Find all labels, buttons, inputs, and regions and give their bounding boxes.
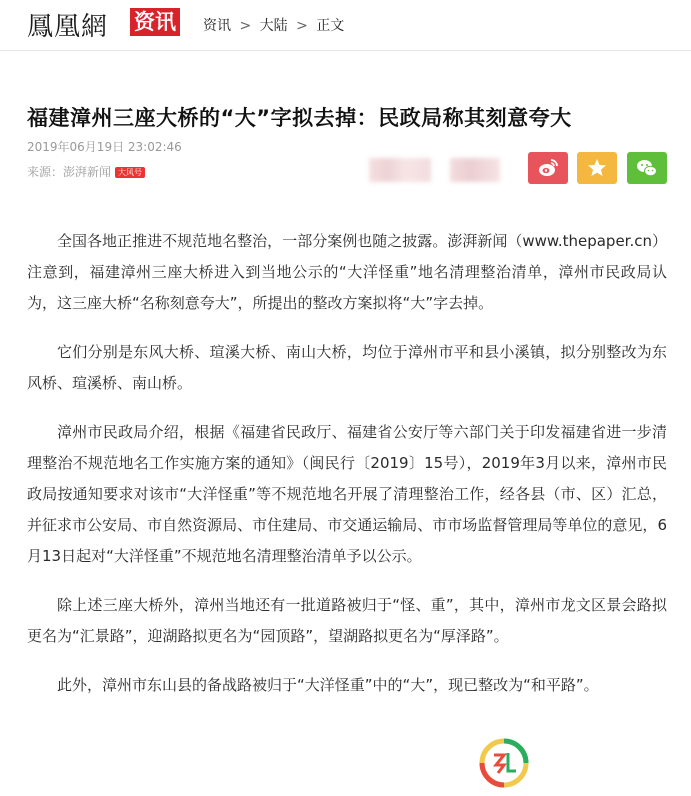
article-paragraph: 全国各地正推进不规范地名整治，一部分案例也随之披露。澎湃新闻（www.thepaper.cn）注意到，福建漳州三座大桥进入到当地公示的“大洋怪重”地名清理整治清单，漳州市民政局认为，这三座大桥“名称刻意夸大”，所提出的整改方案拟将“大”字去掉。 [27, 232, 667, 312]
breadcrumb-separator: > [296, 18, 308, 34]
article-title: 福建漳州三座大桥的“大”字拟去掉：民政局称其刻意夸大 [27, 106, 572, 131]
publish-date: 2019年06月19日 23:02:46 [27, 140, 182, 154]
article-body [27, 226, 667, 719]
breadcrumb-current: 正文 [316, 18, 345, 34]
breadcrumb [203, 15, 344, 35]
wechat-icon [635, 156, 659, 180]
breadcrumb-separator: > [239, 18, 252, 34]
site-logo[interactable]: 鳳凰網 [27, 12, 109, 42]
article-source [27, 163, 145, 180]
weibo-icon [536, 156, 560, 180]
share-wechat-button[interactable] [627, 152, 667, 184]
breadcrumb-mainland[interactable]: 大陆 [259, 18, 288, 34]
favorite-button[interactable] [577, 152, 617, 184]
article-paragraph: 此外，漳州市东山县的备战路被归于“大洋怪重”中的“大”，现已整改为“和平路”。 [57, 676, 599, 694]
article-paragraph: 漳州市民政局介绍，根据《福建省民政厅、福建省公安厅等六部门关于印发福建省进一步清理整治不规范地名工作实施方案的通知》（闽民行〔2019〕15号），2019年3月以来，漳州市民政局按通知要求对该市“大洋怪重”等不规范地名开展了清理整治工作，经各县（市、区）汇总，并征求市公安局、市自然资源局、市住建局、市交通运输局、市市场监督管理局等单位的意见，6月13日起对“大洋怪重”不规范地名清理整治清单予以公示。 [27, 423, 667, 565]
blurred-region [450, 158, 500, 182]
share-weibo-button[interactable] [528, 152, 568, 184]
blurred-region [369, 158, 431, 182]
watermark-logo [478, 737, 530, 789]
article-paragraph: 除上述三座大桥外，漳州当地还有一批道路被归于“怪、重”，其中，漳州市龙文区景会路拟更名为“汇景路”，迎湖路拟更名为“园顶路”，望湖路拟更名为“厚泽路”。 [27, 596, 667, 645]
channel-badge[interactable]: 资讯 [130, 8, 180, 36]
source-label[interactable]: 来源：澎湃新闻 [27, 165, 112, 179]
top-bar [0, 0, 691, 51]
article-paragraph: 它们分别是东风大桥、瑄溪大桥、南山大桥，均位于漳州市平和县小溪镇，拟分别整改为东风桥、瑄溪桥、南山桥。 [27, 343, 667, 392]
source-tag: 大风号 [115, 167, 145, 178]
star-icon [585, 156, 609, 180]
breadcrumb-news[interactable]: 资讯 [203, 18, 231, 34]
